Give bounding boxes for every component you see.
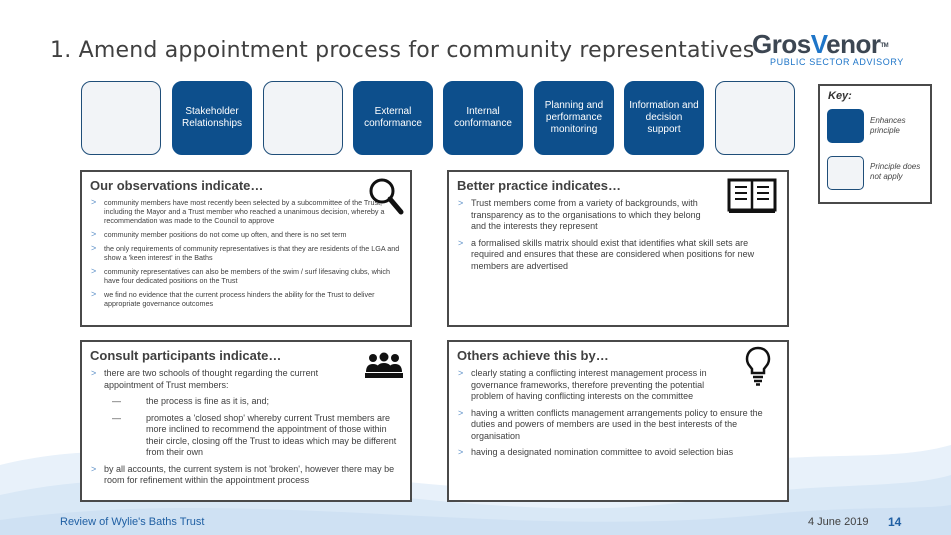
logo-brand-v: V bbox=[810, 29, 827, 59]
observation-item: > the only requirements of community representatives is that they are residents of the LGA and show a 'keen interest' in the Baths bbox=[90, 244, 405, 262]
page-title: 1. Amend appointment process for community representatives bbox=[50, 38, 755, 63]
observation-item: > we find no evidence that the current process hinders the ability for the Trust to deliver appropriate governance outcomes bbox=[90, 290, 405, 308]
others-item: > having a designated nomination committee to avoid selection bias bbox=[457, 447, 779, 459]
logo-brand-start: Gros bbox=[752, 29, 811, 59]
key-legend bbox=[818, 84, 932, 204]
key-enhances-swatch bbox=[827, 109, 864, 143]
page-number: 14 bbox=[888, 515, 902, 529]
logo-tm: TM bbox=[880, 43, 889, 49]
others-panel bbox=[447, 340, 789, 502]
principle-tile-1 bbox=[81, 81, 161, 155]
better-practice-title: Better practice indicates… bbox=[457, 178, 622, 193]
better-practice-item: > Trust members come from a variety of backgrounds, with transparency as to the organisations to which they belong and the interests they represent bbox=[457, 198, 717, 233]
footer-date: 4 June 2019 bbox=[808, 516, 869, 528]
lightbulb-icon bbox=[745, 346, 771, 386]
logo-subtitle: PUBLIC SECTOR ADVISORY bbox=[770, 57, 904, 67]
principle-tile-external: External conformance bbox=[353, 81, 433, 155]
others-title: Others achieve this by… bbox=[457, 348, 609, 363]
principle-tile-stakeholder: Stakeholder Relationships bbox=[172, 81, 252, 155]
observation-item: > community representatives can also be members of the swim / surf lifesaving clubs, which have four dedicated positions on the Trust bbox=[90, 267, 405, 285]
key-enhances-label: Enhances principle bbox=[870, 116, 906, 135]
others-item: > clearly stating a conflicting interest management process in governance frameworks, therefore preventing the potential problem of having conflicting interests on the committee bbox=[457, 368, 727, 403]
observations-title: Our observations indicate… bbox=[90, 178, 264, 193]
footer-report-title: Review of Wylie's Baths Trust bbox=[60, 516, 205, 528]
principle-tile-3 bbox=[263, 81, 343, 155]
book-icon bbox=[727, 176, 777, 214]
better-practice-item: > a formalised skills matrix should exist that identifies what skill sets are required and ensures that these are considered when positions for new members are advertised bbox=[457, 238, 779, 273]
principle-tile-8 bbox=[715, 81, 795, 155]
logo-brand-end: enor bbox=[826, 29, 881, 59]
principle-tile-information: Information and decision support bbox=[624, 81, 704, 155]
observation-item: > community members have most recently been selected by a subcommittee of the Trust, including the Mayor and a Trust member who reached a unanimous decision, whereby a recommendation was made to the Council to approve bbox=[90, 198, 390, 225]
consult-sub-item: — the process is fine as it is, and; bbox=[90, 396, 402, 408]
group-people-icon bbox=[365, 352, 403, 380]
principle-tile-planning: Planning and performance monitoring bbox=[534, 81, 614, 155]
observations-panel bbox=[80, 170, 412, 327]
key-not-apply-swatch bbox=[827, 156, 864, 190]
principle-tile-internal: Internal conformance bbox=[443, 81, 523, 155]
consult-title: Consult participants indicate… bbox=[90, 348, 282, 363]
observation-item: > community member positions do not come up often, and there is no set term bbox=[90, 230, 405, 239]
consult-outro-item: > by all accounts, the current system is not 'broken', however there may be room for refinement within the appointment process bbox=[90, 464, 402, 487]
magnifier-icon bbox=[367, 176, 405, 216]
consult-sub-item: — promotes a 'closed shop' whereby current Trust members are more inclined to recommend the appointment of those within their circle, closing off the Trust to ideas which may be different from their own bbox=[90, 413, 402, 459]
key-title: Key: bbox=[828, 90, 852, 102]
consult-panel bbox=[80, 340, 412, 502]
consult-intro-item: > there are two schools of thought regarding the current appointment of Trust members: bbox=[90, 368, 355, 391]
grosvenor-logo bbox=[752, 30, 902, 72]
key-not-apply-label: Principle does not apply bbox=[870, 162, 921, 181]
others-item: > having a written conflicts management arrangements policy to ensure the duties and powers of members are used in the best interests of the organisation bbox=[457, 408, 779, 443]
better-practice-panel bbox=[447, 170, 789, 327]
